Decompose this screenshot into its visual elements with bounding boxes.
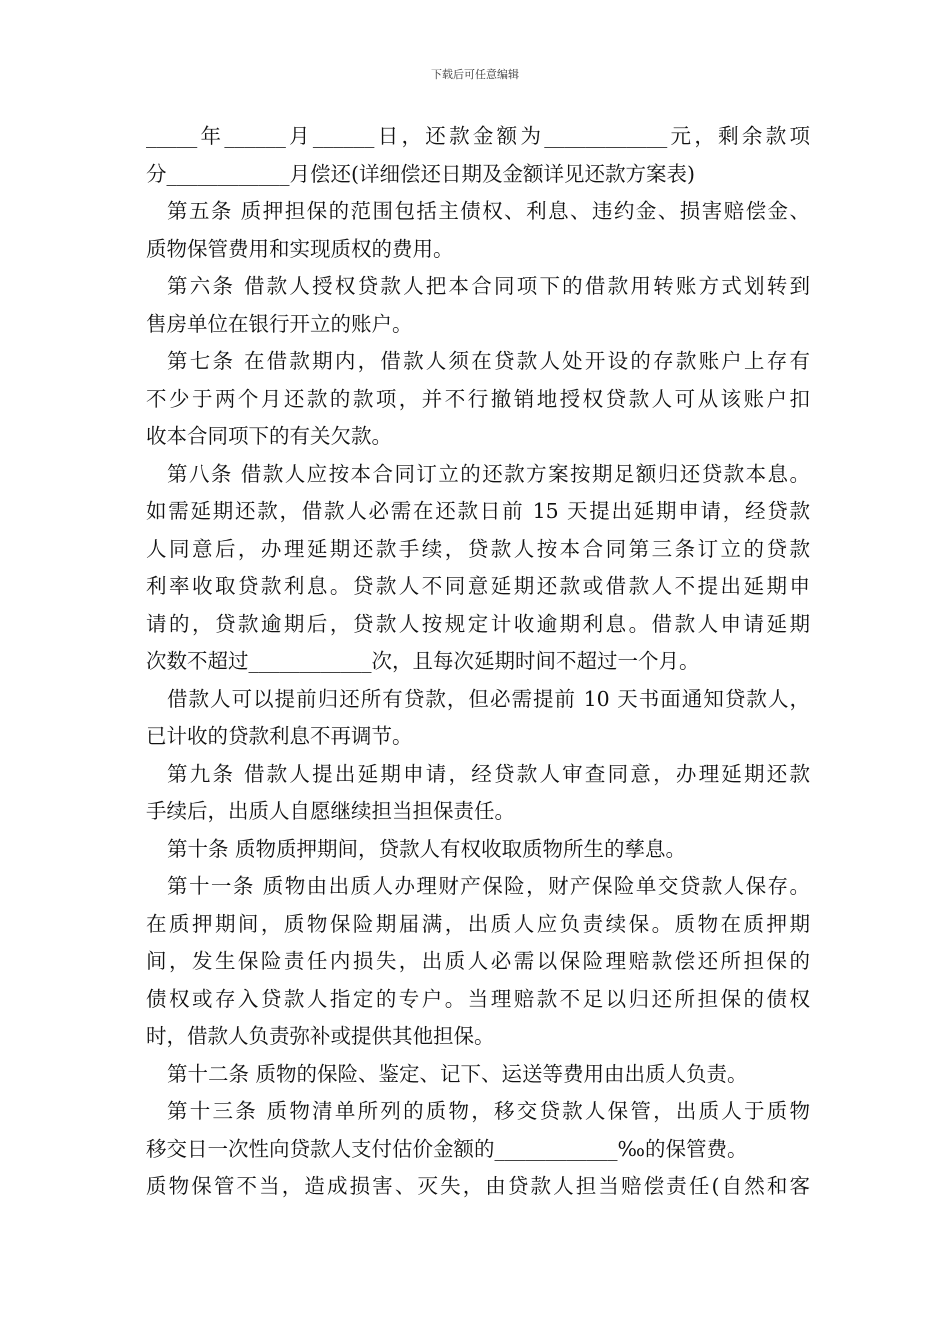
text-line: 不少于两个月还款的款项，并不行撤销地授权贷款人可从该账户扣 (146, 386, 810, 411)
text-line: 第十二条 质物的保险、鉴定、记下、运送等费用由出质人负责。 (167, 1061, 748, 1086)
text-line: 人同意后，办理延期还款手续，贷款人按本合同第三条订立的贷款 (146, 536, 810, 561)
text-line: 第五条 质押担保的范围包括主债权、利息、违约金、损害赔偿金、 (167, 199, 810, 223)
page-header: 下载后可任意编辑 (431, 68, 519, 81)
text-line: 利率收取贷款利息。贷款人不同意延期还款或借款人不提出延期申 (146, 574, 810, 598)
text-line: 已计收的贷款利息不再调节。 (146, 724, 413, 748)
text-line: 第十一条 质物由出质人办理财产保险，财产保险单交贷款人保存。 (167, 874, 810, 898)
text-line: 质物保管费用和实现质权的费用。 (146, 236, 454, 261)
text-line: 质物保管不当，造成损害、灭失，由贷款人担当赔偿责任(自然和客 (146, 1174, 810, 1198)
text-line: 收本合同项下的有关欠款。 (146, 424, 392, 448)
text-line: 售房单位在银行开立的账户。 (146, 311, 413, 336)
text-line: 债权或存入贷款人指定的专户。当理赔款不足以归还所担保的债权 (146, 986, 810, 1011)
text-line: 第七条 在借款期内，借款人须在贷款人处开设的存款账户上存有 (167, 349, 810, 373)
text-line: 手续后，出质人自愿继续担当担保责任。 (146, 799, 515, 823)
document-body (146, 118, 810, 1206)
text-line: 移交日一次性向贷款人支付估价金额的____________‰的保管费。 (146, 1136, 748, 1161)
text-line: 分____________月偿还(详细偿还日期及金额详见还款方案表) (146, 161, 695, 186)
text-line: 如需延期还款，借款人必需在还款日前 15 天提出延期申请，经贷款 (146, 499, 810, 523)
text-line: 时，借款人负责弥补或提供其他担保。 (146, 1024, 495, 1048)
text-line: 次数不超过____________次，且每次延期时间不超过一个月。 (146, 649, 700, 673)
text-line: 第十条 质物质押期间，贷款人有权收取质物所生的孳息。 (167, 836, 687, 861)
text-line: 第九条 借款人提出延期申请，经贷款人审查同意，办理延期还款 (167, 761, 810, 786)
text-line: 在质押期间，质物保险期届满，出质人应负责续保。质物在质押期 (146, 911, 810, 936)
text-line: 第十三条 质物清单所列的质物，移交贷款人保管，出质人于质物 (167, 1099, 810, 1123)
text-line: 借款人可以提前归还所有贷款，但必需提前 10 天书面通知贷款人， (167, 686, 810, 711)
text-line: 第八条 借款人应按本合同订立的还款方案按期足额归还贷款本息。 (167, 461, 810, 486)
text-line: 间，发生保险责任内损失，出质人必需以保险理赔款偿还所担保的 (146, 949, 810, 973)
text-line: _____年______月______日，还款金额为____________元，剩余款项 (146, 124, 810, 148)
text-line: 第六条 借款人授权贷款人把本合同项下的借款用转账方式划转到 (167, 274, 810, 298)
text-line: 请的，贷款逾期后，贷款人按规定计收逾期利息。借款人申请延期 (146, 611, 810, 636)
